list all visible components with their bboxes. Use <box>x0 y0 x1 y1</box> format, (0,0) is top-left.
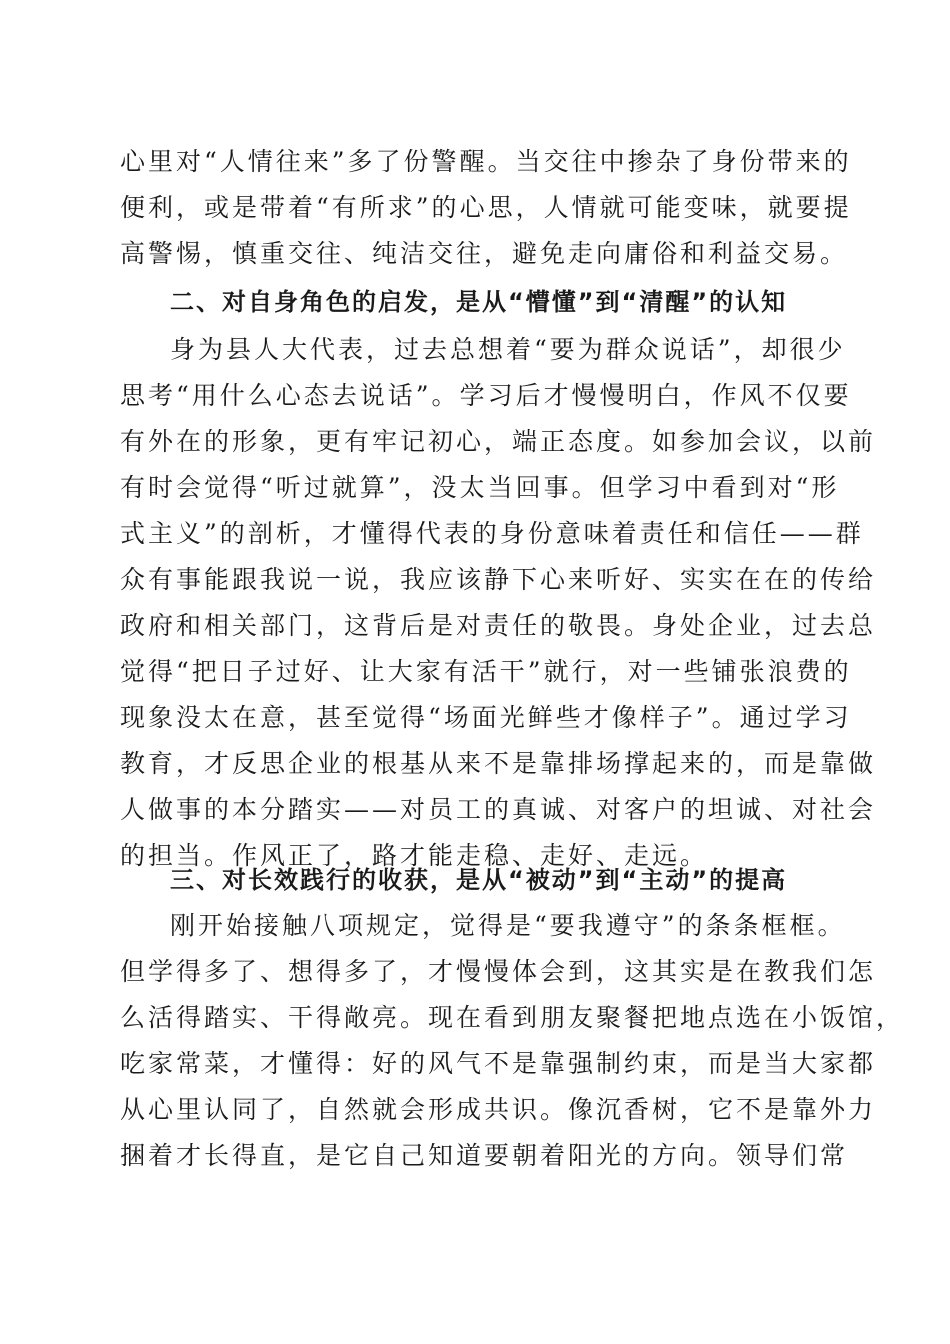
paragraph-line: 思考“用什么心态去说话”。学习后才慢慢明白，作风不仅要 <box>120 381 852 410</box>
paragraph-line: 人做事的本分踏实——对员工的真诚、对客户的坦诚、对社会 <box>120 795 877 824</box>
paragraph-line: 从心里认同了，自然就会形成共识。像沉香树，它不是靠外力 <box>120 1095 877 1124</box>
paragraph-line: 众有事能跟我说一说，我应该静下心来听好、实实在在的传给 <box>120 565 877 594</box>
paragraph-line: 捆着才长得直，是它自己知道要朝着阳光的方向。领导们常 <box>120 1141 849 1170</box>
section-heading-3: 三、对长效践行的收获，是从“被动”到“主动”的提高 <box>170 866 788 894</box>
paragraph-line: 的担当。作风正了，路才能走稳、走好、走远。 <box>120 841 709 870</box>
paragraph-line: 现象没太在意，甚至觉得“场面光鲜些才像样子”。通过学习 <box>120 703 852 732</box>
paragraph-line: 身为县人大代表，过去总想着“要为群众说话”，却很少 <box>170 335 846 364</box>
paragraph-line: 有外在的形象，更有牢记初心，端正态度。如参加会议，以前 <box>120 427 877 456</box>
section-heading-2: 二、对自身角色的启发，是从“懵懂”到“清醒”的认知 <box>170 288 788 316</box>
paragraph-line: 政府和相关部门，这背后是对责任的敬畏。身处企业，过去总 <box>120 611 877 640</box>
paragraph-line: 么活得踏实、干得敞亮。现在看到朋友聚餐把地点选在小饭馆， <box>120 1003 905 1032</box>
paragraph-line: 式主义”的剖析，才懂得代表的身份意味着责任和信任——群 <box>120 519 864 548</box>
paragraph-line: 刚开始接触八项规定，觉得是“要我遵守”的条条框框。 <box>170 911 846 940</box>
paragraph-line: 心里对“人情往来”多了份警醒。当交往中掺杂了身份带来的 <box>120 147 852 176</box>
paragraph-line: 但学得多了、想得多了，才慢慢体会到，这其实是在教我们怎 <box>120 957 877 986</box>
paragraph-line: 教育，才反思企业的根基从来不是靠排场撑起来的，而是靠做 <box>120 749 877 778</box>
paragraph-line: 便利，或是带着“有所求”的心思，人情就可能变味，就要提 <box>120 193 852 222</box>
paragraph-line: 高警惕，慎重交往、纯洁交往，避免走向庸俗和利益交易。 <box>120 239 849 268</box>
paragraph-line: 觉得“把日子过好、让大家有活干”就行，对一些铺张浪费的 <box>120 657 852 686</box>
paragraph-line: 吃家常菜，才懂得：好的风气不是靠强制约束，而是当大家都 <box>120 1049 877 1078</box>
paragraph-line: 有时会觉得“听过就算”，没太当回事。但学习中看到对“形 <box>120 473 840 502</box>
